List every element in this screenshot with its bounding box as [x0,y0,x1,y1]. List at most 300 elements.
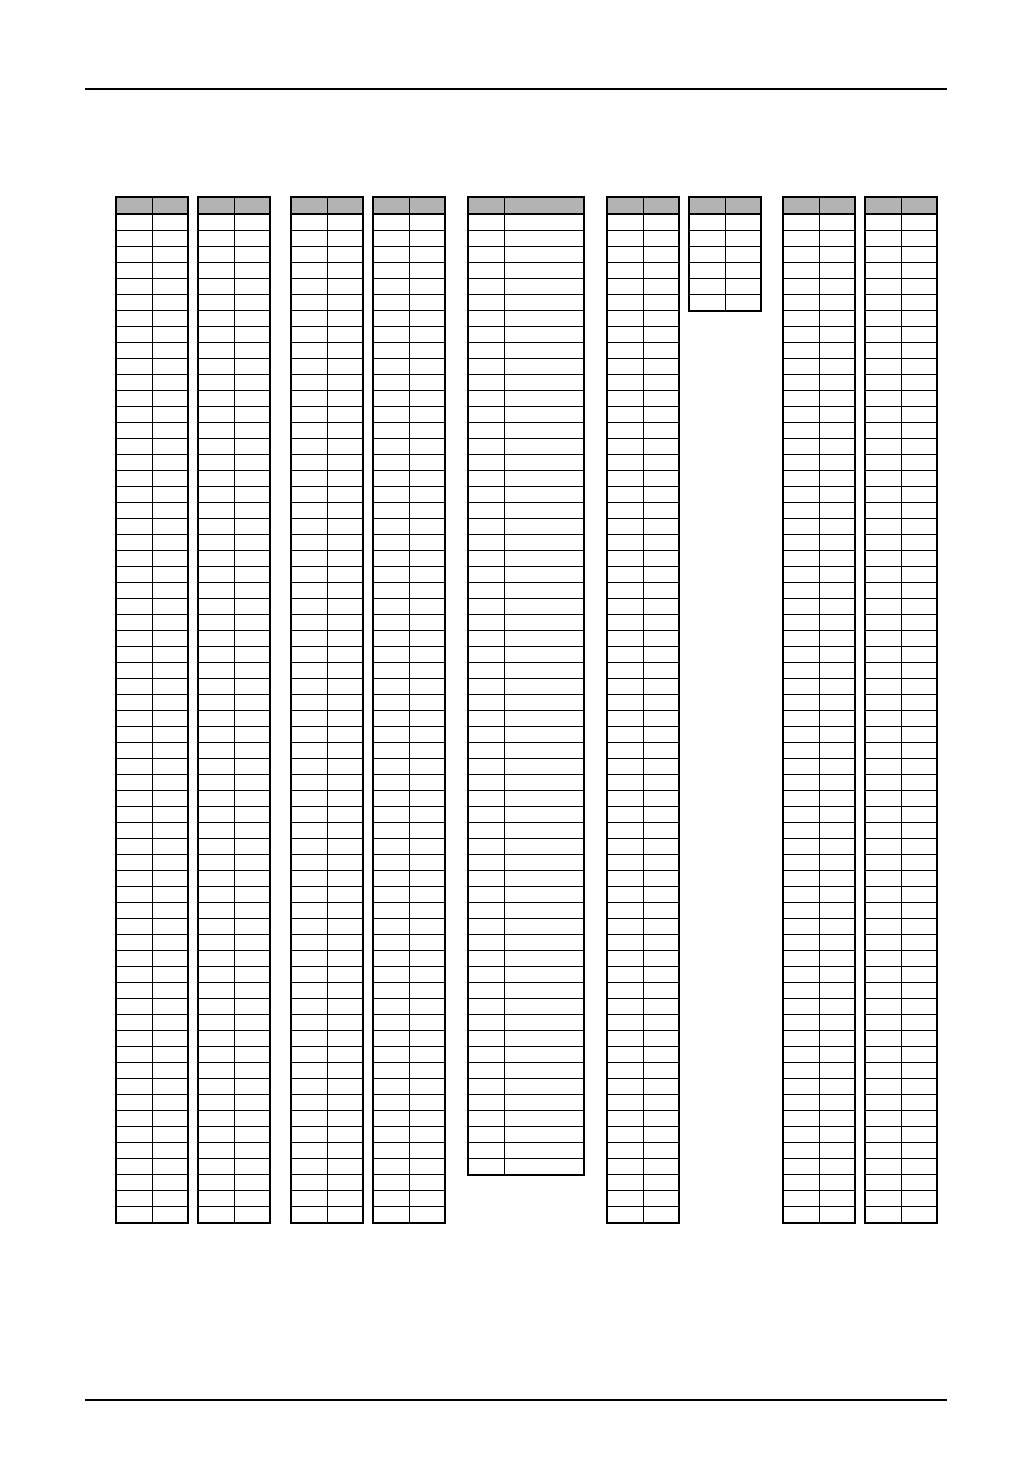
table-cell [504,887,584,903]
table-row [198,967,270,983]
table-row [865,999,937,1015]
table-row [865,455,937,471]
table-cell [819,535,855,551]
table-cell [373,567,409,583]
table-cell [373,407,409,423]
table-cell [198,935,234,951]
table-cell [607,615,643,631]
table-row [198,583,270,599]
table-cell [409,231,445,247]
table-cell [783,711,819,727]
table-cell [819,487,855,503]
table-row [865,1111,937,1127]
table-row [198,311,270,327]
table-cell [291,711,327,727]
table-cell [819,583,855,599]
table-cell [819,839,855,855]
table-row [291,839,363,855]
table-cell [116,295,152,311]
table-cell [116,807,152,823]
table-row [865,919,937,935]
table-cell [901,247,937,263]
table-cell [409,999,445,1015]
table-cell [865,823,901,839]
table-cell [643,919,679,935]
table-cell [504,1159,584,1176]
table-cell [152,295,188,311]
table-cell [607,903,643,919]
header-cell [819,197,855,214]
table-row [783,807,855,823]
table-row [607,711,679,727]
table-cell [865,951,901,967]
table-cell [152,727,188,743]
table-cell [607,695,643,711]
table-cell [373,983,409,999]
table-cell [819,743,855,759]
table-row [198,519,270,535]
table-cell [819,615,855,631]
table-row [783,1111,855,1127]
table-cell [291,407,327,423]
table-row [468,343,584,359]
table-cell [901,279,937,295]
table-row [783,1063,855,1079]
table-cell [783,791,819,807]
table-row [783,214,855,231]
table-cell [409,679,445,695]
table-cell [865,983,901,999]
table-row [116,935,188,951]
table-row [468,903,584,919]
table-cell [234,375,270,391]
table-row [198,295,270,311]
table-row [373,503,445,519]
table-cell [373,743,409,759]
table-cell [409,695,445,711]
table-cell [783,391,819,407]
table-cell [783,247,819,263]
table-cell [234,1159,270,1175]
table-cell [468,503,504,519]
table-cell [327,759,363,775]
table-cell [198,1207,234,1224]
table-row [291,855,363,871]
table-row [783,1031,855,1047]
table-row [116,1031,188,1047]
table-cell [409,1031,445,1047]
table-cell [291,1079,327,1095]
table-row [291,791,363,807]
table-row [198,1047,270,1063]
table-row [291,327,363,343]
table-cell [234,1095,270,1111]
table-cell [327,439,363,455]
table-row [373,279,445,295]
table-cell [643,311,679,327]
table-row [373,1031,445,1047]
table-row [607,935,679,951]
table-row [468,791,584,807]
table-row [468,1143,584,1159]
table-cell [468,214,504,231]
table-cell [291,439,327,455]
table-cell [291,807,327,823]
table-cell [468,247,504,263]
table-cell [865,887,901,903]
table-row [373,1047,445,1063]
table-row [865,1175,937,1191]
table-cell [865,903,901,919]
table-cell [865,1127,901,1143]
table-cell [819,1015,855,1031]
table-row [783,743,855,759]
table-cell [291,887,327,903]
table-cell [819,631,855,647]
table-cell [819,247,855,263]
table-row [373,599,445,615]
table-cell [198,391,234,407]
table-cell [291,775,327,791]
table-cell [865,871,901,887]
table-cell [152,631,188,647]
table-cell [901,1159,937,1175]
table-row [607,295,679,311]
table-cell [783,439,819,455]
table-cell [865,855,901,871]
table-cell [901,551,937,567]
table-row [783,599,855,615]
table-cell [116,791,152,807]
table-row [198,1079,270,1095]
table-cell [234,599,270,615]
table-cell [291,759,327,775]
table-cell [198,839,234,855]
table-cell [819,1047,855,1063]
table-cell [198,1191,234,1207]
table-cell [607,727,643,743]
table-cell [291,727,327,743]
table-cell [901,711,937,727]
table-header-row [468,197,584,214]
table-cell [819,791,855,807]
table-cell [116,615,152,631]
table-cell [152,1127,188,1143]
table-cell [291,871,327,887]
table-cell [901,567,937,583]
table-cell [643,823,679,839]
table-cell [819,1143,855,1159]
table-cell [643,935,679,951]
table-cell [116,983,152,999]
table-row [291,1031,363,1047]
table-cell [116,1191,152,1207]
table-row [468,839,584,855]
table-cell [327,1127,363,1143]
table-cell [327,919,363,935]
table-row [116,439,188,455]
table-cell [468,999,504,1015]
table-cell [327,871,363,887]
table-cell [291,743,327,759]
table-cell [291,359,327,375]
table-row [468,807,584,823]
table-cell [234,1047,270,1063]
table-cell [607,1175,643,1191]
table-cell [327,1207,363,1224]
table-cell [468,535,504,551]
table-row [116,727,188,743]
table-row [198,503,270,519]
table-row [468,375,584,391]
table-cell [504,1095,584,1111]
table-cell [901,375,937,391]
table-cell [327,375,363,391]
table-cell [327,951,363,967]
table-cell [468,1015,504,1031]
table-cell [409,583,445,599]
table-row [865,279,937,295]
table-cell [468,407,504,423]
table-row [783,919,855,935]
table-cell [291,487,327,503]
table-cell [783,327,819,343]
table-cell [409,631,445,647]
table-cell [152,263,188,279]
table-row [468,214,584,231]
table-cell [819,855,855,871]
table-row [198,214,270,231]
table-cell [901,775,937,791]
table-row [373,311,445,327]
table-row [291,743,363,759]
table-cell [327,1111,363,1127]
table-cell [819,871,855,887]
table-cell [198,1159,234,1175]
table-cell [116,1095,152,1111]
table-row [198,695,270,711]
table-cell [198,919,234,935]
table-cell [373,663,409,679]
table-cell [468,967,504,983]
table-row [783,503,855,519]
table-row [865,615,937,631]
table-cell [819,391,855,407]
table-row [783,1015,855,1031]
header-cell [643,197,679,214]
table-cell [116,1047,152,1063]
table-cell [607,839,643,855]
table-cell [901,311,937,327]
table-row [468,327,584,343]
table-row [783,375,855,391]
table-cell [152,759,188,775]
table-cell [819,663,855,679]
table-cell [152,231,188,247]
table-header-row [783,197,855,214]
table-row [607,727,679,743]
table-cell [643,327,679,343]
table-row [783,1079,855,1095]
table-cell [116,311,152,327]
table-row [373,679,445,695]
table-cell [291,935,327,951]
table-cell [643,455,679,471]
table-cell [373,967,409,983]
table-cell [865,263,901,279]
table-cell [504,951,584,967]
table-cell [643,631,679,647]
table-row [468,1015,584,1031]
table-cell [198,1047,234,1063]
table-cell [783,1095,819,1111]
table-row [865,1079,937,1095]
table-cell [504,407,584,423]
table-cell [783,647,819,663]
table-cell [234,279,270,295]
table-cell [409,214,445,231]
table-cell [819,471,855,487]
table-cell [865,295,901,311]
table-row [607,567,679,583]
table-row [291,343,363,359]
table-row [689,295,761,312]
table-row [607,631,679,647]
table-cell [901,727,937,743]
table-row [607,839,679,855]
table-row [291,519,363,535]
table-cell [234,887,270,903]
table-cell [152,423,188,439]
table-row [373,247,445,263]
table-cell [409,887,445,903]
table-cell [607,1127,643,1143]
table-cell [643,535,679,551]
table-cell [819,567,855,583]
table-cell [783,839,819,855]
table-cell [901,903,937,919]
table-cell [901,999,937,1015]
table-row [865,311,937,327]
table-row [291,231,363,247]
table-cell [198,311,234,327]
table-cell [643,791,679,807]
table-cell [643,263,679,279]
table-cell [865,1047,901,1063]
table-cell [373,535,409,551]
table-cell [409,711,445,727]
table-cell [409,455,445,471]
table-cell [901,1127,937,1143]
table-cell [819,1031,855,1047]
table-cell [783,775,819,791]
table-cell [291,967,327,983]
table-row [373,1063,445,1079]
table-cell [373,887,409,903]
table-row [783,535,855,551]
table-row [291,263,363,279]
table-cell [643,1191,679,1207]
table-cell [116,263,152,279]
table-cell [234,919,270,935]
table-cell [643,439,679,455]
table-cell [607,663,643,679]
table-cell [504,1063,584,1079]
table-cell [116,279,152,295]
table-row [116,919,188,935]
table-row [865,631,937,647]
table-cell [198,455,234,471]
table-cell [152,487,188,503]
table-row [468,391,584,407]
table-cell [152,711,188,727]
table-cell [373,247,409,263]
table-cell [689,295,725,312]
table-row [865,471,937,487]
table-row [198,1111,270,1127]
table-cell [643,663,679,679]
table-cell [152,1207,188,1224]
table-cell [643,567,679,583]
table-cell [198,1127,234,1143]
table-row [198,919,270,935]
table-cell [234,967,270,983]
table-cell [901,823,937,839]
table-cell [291,1159,327,1175]
table-row [865,807,937,823]
table-row [607,951,679,967]
table-row [116,423,188,439]
table-cell [468,1127,504,1143]
table-cell [409,1143,445,1159]
table-cell [901,743,937,759]
table-cell [409,1079,445,1095]
table-cell [607,1159,643,1175]
table-cell [901,295,937,311]
table-cell [152,471,188,487]
table-cell [819,775,855,791]
table-cell [409,1111,445,1127]
table-row [291,823,363,839]
table-cell [865,807,901,823]
table-cell [643,999,679,1015]
table-cell [643,279,679,295]
table-cell [116,375,152,391]
table-cell [373,807,409,823]
table-cell [865,743,901,759]
table-row [865,599,937,615]
table-cell [901,615,937,631]
table-cell [468,631,504,647]
table-cell [198,615,234,631]
table-row [291,503,363,519]
table-row [865,695,937,711]
table-cell [607,775,643,791]
table-cell [327,231,363,247]
table-cell [291,247,327,263]
table-cell [327,279,363,295]
table-row [783,615,855,631]
table-cell [234,839,270,855]
table-cell [504,919,584,935]
table-cell [327,1015,363,1031]
table-cell [327,887,363,903]
table-row [607,1015,679,1031]
table-cell [643,711,679,727]
table-cell [327,727,363,743]
header-cell [373,197,409,214]
table-cell [865,679,901,695]
